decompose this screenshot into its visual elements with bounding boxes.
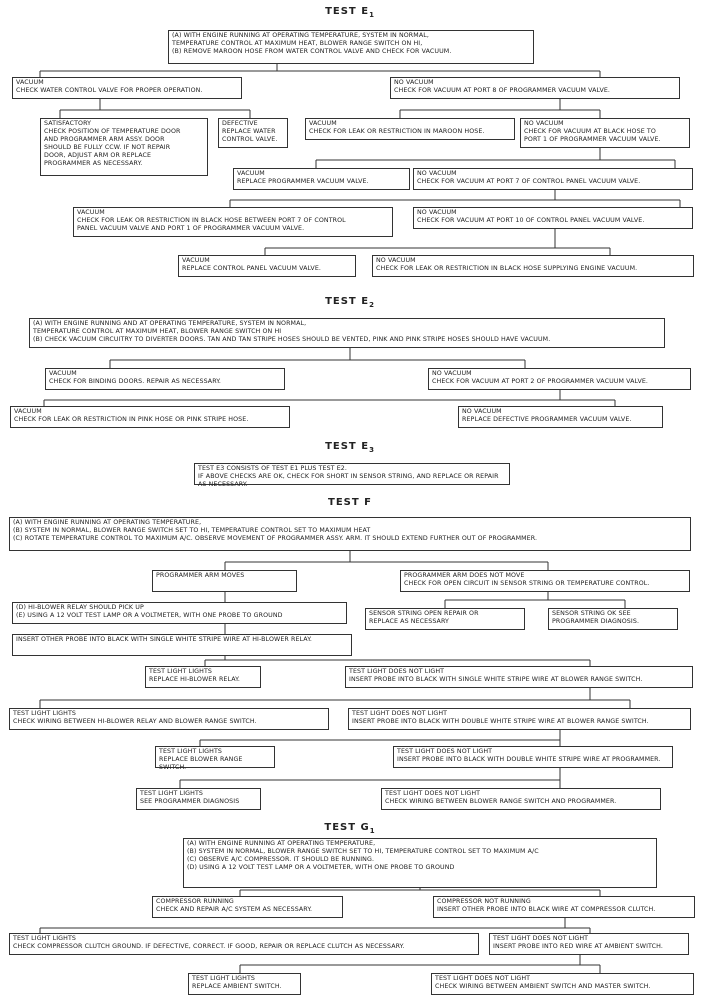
test-title xyxy=(290,822,410,835)
flow-step-box: TEST LIGHT LIGHTS CHECK WIRING BETWEEN HI-BLOWER RELAY AND BLOWER RANGE SWITCH. xyxy=(9,708,329,730)
flow-step-box: (A) WITH ENGINE RUNNING AND AT OPERATING TEMPERATURE, SYSTEM IN NORMAL, TEMPERATURE CONTROL AT MAXIMUM HEAT, BLOWER RANGE SWITCH ON HI (B) CHECK VACUUM CIRCUITRY TO DIVERTER DOORS. TAN AND TAN STRIPE HOSES SHOULD BE VENTED, PINK AND PINK STRIPE HOSES SHOULD HAVE VACUUM. xyxy=(29,318,665,348)
flow-step-box: TEST LIGHT LIGHTS SEE PROGRAMMER DIAGNOSIS xyxy=(136,788,261,810)
test-title xyxy=(290,441,410,454)
flow-step-box: TEST LIGHT DOES NOT LIGHT INSERT PROBE INTO BLACK WITH DOUBLE WHITE STRIPE WIRE AT BLOWER RANGE SWITCH. xyxy=(348,708,691,730)
flow-step-box: TEST LIGHT DOES NOT LIGHT CHECK WIRING BETWEEN BLOWER RANGE SWITCH AND PROGRAMMER. xyxy=(381,788,661,810)
flow-step-box: NO VACUUM REPLACE DEFECTIVE PROGRAMMER VACUUM VALVE. xyxy=(458,406,663,428)
test-title-text: TEST E xyxy=(325,441,370,452)
test-title-text: TEST E xyxy=(325,296,370,307)
flow-step-box: TEST LIGHT LIGHTS REPLACE AMBIENT SWITCH. xyxy=(188,973,301,995)
test-title-text: TEST F xyxy=(328,497,372,508)
flow-step-box: VACUUM CHECK FOR LEAK OR RESTRICTION IN MAROON HOSE. xyxy=(305,118,515,140)
flow-step-box: SENSOR STRING OPEN REPAIR OR REPLACE AS NECESSARY xyxy=(365,608,525,630)
flow-step-box: TEST LIGHT DOES NOT LIGHT INSERT PROBE INTO BLACK WITH SINGLE WHITE STRIPE WIRE AT BLOWER RANGE SWITCH. xyxy=(345,666,693,688)
test-title-text: TEST G xyxy=(324,822,370,833)
test-title-text: TEST E xyxy=(325,6,370,17)
test-title-subscript: 2 xyxy=(369,301,375,309)
flow-step-box: DEFECTIVE REPLACE WATER CONTROL VALVE. xyxy=(218,118,288,148)
flow-step-box: VACUUM CHECK FOR LEAK OR RESTRICTION IN PINK HOSE OR PINK STRIPE HOSE. xyxy=(10,406,290,428)
flow-step-box: NO VACUUM CHECK FOR VACUUM AT PORT 8 OF PROGRAMMER VACUUM VALVE. xyxy=(390,77,680,99)
test-title-subscript: 3 xyxy=(369,446,375,454)
flow-step-box: VACUUM REPLACE PROGRAMMER VACUUM VALVE. xyxy=(233,168,410,190)
flow-step-box: INSERT OTHER PROBE INTO BLACK WITH SINGLE WHITE STRIPE WIRE AT HI-BLOWER RELAY. xyxy=(12,634,352,656)
flow-step-box: NO VACUUM CHECK FOR VACUUM AT PORT 2 OF PROGRAMMER VACUUM VALVE. xyxy=(428,368,691,390)
flow-step-box: VACUUM CHECK FOR BINDING DOORS. REPAIR AS NECESSARY. xyxy=(45,368,285,390)
flow-step-box: NO VACUUM CHECK FOR VACUUM AT PORT 7 OF CONTROL PANEL VACUUM VALVE. xyxy=(413,168,693,190)
flow-step-box: SATISFACTORY CHECK POSITION OF TEMPERATURE DOOR AND PROGRAMMER ARM ASSY. DOOR SHOULD BE FULLY CCW. IF NOT REPAIR DOOR, ADJUST ARM OR REPLACE PROGRAMMER AS NECESSARY. xyxy=(40,118,208,176)
flow-step-box: (A) WITH ENGINE RUNNING AT OPERATING TEMPERATURE, (B) SYSTEM IN NORMAL, BLOWER RANGE SWITCH SET TO HI, TEMPERATURE CONTROL SET TO MAXIMUM HEAT (C) ROTATE TEMPERATURE CONTROL TO MAXIMUM A/C. OBSERVE MOVEMENT OF PROGRAMMER ASSY. ARM. IT SHOULD EXTEND FURTHER OUT OF PROGRAMMER. xyxy=(9,517,691,551)
flow-step-box: TEST LIGHT LIGHTS CHECK COMPRESSOR CLUTCH GROUND. IF DEFECTIVE, CORRECT. IF GOOD, REPAIR OR REPLACE CLUTCH AS NECESSARY. xyxy=(9,933,479,955)
flow-step-box: PROGRAMMER ARM MOVES xyxy=(152,570,297,592)
test-title xyxy=(290,296,410,309)
flow-step-box: VACUUM CHECK WATER CONTROL VALVE FOR PROPER OPERATION. xyxy=(12,77,242,99)
flow-step-box: COMPRESSOR RUNNING CHECK AND REPAIR A/C SYSTEM AS NECESSARY. xyxy=(152,896,343,918)
flow-step-box: VACUUM CHECK FOR LEAK OR RESTRICTION IN BLACK HOSE BETWEEN PORT 7 OF CONTROL PANEL VACUUM VALVE AND PORT 1 OF PROGRAMMER VACUUM VALVE. xyxy=(73,207,393,237)
flow-step-box: TEST LIGHT DOES NOT LIGHT INSERT PROBE INTO BLACK WITH DOUBLE WHITE STRIPE WIRE AT PROGRAMMER. xyxy=(393,746,673,768)
test-title-subscript: 1 xyxy=(369,827,376,835)
flow-step-box: NO VACUUM CHECK FOR VACUUM AT PORT 10 OF CONTROL PANEL VACUUM VALVE. xyxy=(413,207,693,229)
test-title xyxy=(290,497,410,510)
test-title-subscript: 1 xyxy=(369,11,375,19)
flow-step-box: PROGRAMMER ARM DOES NOT MOVE CHECK FOR OPEN CIRCUIT IN SENSOR STRING OR TEMPERATURE CONTROL. xyxy=(400,570,690,592)
flow-step-box: (D) HI-BLOWER RELAY SHOULD PICK UP (E) USING A 12 VOLT TEST LAMP OR A VOLTMETER, WITH ONE PROBE TO GROUND xyxy=(12,602,347,624)
flow-step-box: TEST LIGHT DOES NOT LIGHT INSERT PROBE INTO RED WIRE AT AMBIENT SWITCH. xyxy=(489,933,689,955)
flow-step-box: VACUUM REPLACE CONTROL PANEL VACUUM VALVE. xyxy=(178,255,356,277)
flow-step-box: TEST LIGHT LIGHTS REPLACE BLOWER RANGE SWITCH. xyxy=(155,746,275,768)
flow-step-box: (A) WITH ENGINE RUNNING AT OPERATING TEMPERATURE, (B) SYSTEM IN NORMAL, BLOWER RANGE SWITCH SET TO HI, TEMPERATURE CONTROL SET TO MAXIMUM A/C (C) OBSERVE A/C COMPRESSOR. IT SHOULD BE RUNNING. (D) USING A 12 VOLT TEST LAMP OR A VOLTMETER, WITH ONE PROBE TO GROUND xyxy=(183,838,657,888)
flow-step-box: NO VACUUM CHECK FOR LEAK OR RESTRICTION IN BLACK HOSE SUPPLYING ENGINE VACUUM. xyxy=(372,255,694,277)
flow-step-box: TEST LIGHT LIGHTS REPLACE HI-BLOWER RELAY. xyxy=(145,666,261,688)
flow-step-box: TEST LIGHT DOES NOT LIGHT CHECK WIRING BETWEEN AMBIENT SWITCH AND MASTER SWITCH. xyxy=(431,973,694,995)
test-title xyxy=(290,6,410,19)
flow-step-box: TEST E3 CONSISTS OF TEST E1 PLUS TEST E2. IF ABOVE CHECKS ARE OK, CHECK FOR SHORT IN SENSOR STRING, AND REPLACE OR REPAIR AS NECESSARY. xyxy=(194,463,510,485)
flow-step-box: (A) WITH ENGINE RUNNING AT OPERATING TEMPERATURE, SYSTEM IN NORMAL, TEMPERATURE CONTROL AT MAXIMUM HEAT, BLOWER RANGE SWITCH ON HI, (B) REMOVE MAROON HOSE FROM WATER CONTROL VALVE AND CHECK FOR VACUUM. xyxy=(168,30,534,64)
flow-step-box: NO VACUUM CHECK FOR VACUUM AT BLACK HOSE TO PORT 1 OF PROGRAMMER VACUUM VALVE. xyxy=(520,118,690,148)
flow-step-box: SENSOR STRING OK SEE PROGRAMMER DIAGNOSIS. xyxy=(548,608,678,630)
flow-step-box: COMPRESSOR NOT RUNNING INSERT OTHER PROBE INTO BLACK WIRE AT COMPRESSOR CLUTCH. xyxy=(433,896,695,918)
